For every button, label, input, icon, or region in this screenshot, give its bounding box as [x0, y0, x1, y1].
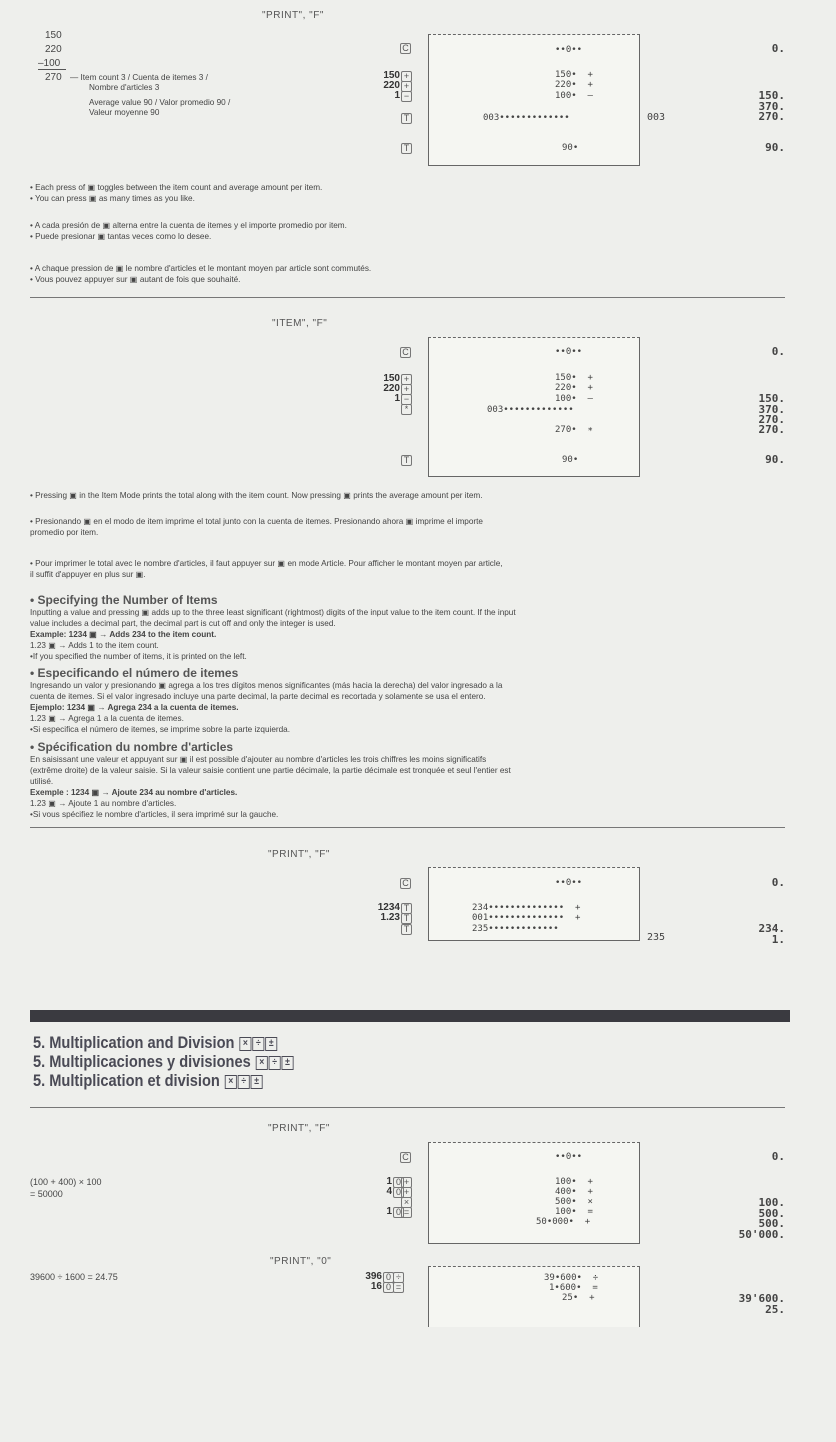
average-label: Average value 90 / Valor promedio 90 /	[89, 98, 231, 107]
tape-line: 50•000• +	[536, 1217, 591, 1227]
note: • Presionando ▣ en el modo de item imprime el total junto con la cuenta de itemes. Presionando ahora ▣ imprime el importe	[30, 517, 483, 526]
display-value: 270.	[758, 423, 785, 436]
mode-label: "PRINT", "F"	[268, 849, 330, 860]
minus-key-icon: −	[401, 394, 412, 405]
divide-key-icon: ÷	[238, 1075, 250, 1089]
note: • A cada presión de ▣ alterna entre la cuenta de itemes y el importe promedio por item.	[30, 221, 347, 230]
display-value: 150. 370. 270.	[758, 392, 785, 426]
tape-line: 003•••••••••••••	[487, 405, 574, 415]
minus-key-icon: −	[401, 91, 412, 102]
divider	[30, 1107, 785, 1108]
zero-key-icon: 0	[393, 1207, 404, 1218]
multiply-key-icon: ×	[225, 1075, 237, 1089]
item-key-icon: T	[401, 143, 412, 154]
display-value: 150. 370. 270.	[758, 89, 785, 123]
tape-line: 1•600• =	[549, 1283, 598, 1293]
paper-tape	[428, 1142, 640, 1244]
operand: 220	[45, 44, 62, 55]
chapter-title: 5. Multiplication and Division × ÷ ±	[33, 1033, 277, 1052]
note: • Puede presionar ▣ tantas veces como lo desee.	[30, 232, 212, 241]
multiply-key-icon: ×	[401, 1197, 412, 1208]
multiply-key-icon: ×	[256, 1056, 268, 1070]
tape-line: 39•600• ÷	[544, 1273, 599, 1283]
clear-key-icon: C	[400, 1152, 411, 1163]
display-value: 0.	[771, 1150, 785, 1163]
tape-line: ••0••	[555, 878, 583, 888]
tape-line: 001•••••••••••••• +	[472, 913, 581, 923]
paragraph: En saisissant une valeur et appuyant sur ▣ il est possible d'ajouter au nombre d'articles les trois chiffres les moins significatifs (extrême droite) de la valeur saisie. Si la valeur saisie contient une partie décimale, la partie décimale est tronquée et seul l'entier est utilisé. Exemple : 1234 ▣ → Ajoute 234 au nombre d'articles. 1.23 ▣ → Ajoute 1 au nombre d'articles. •Si vous spécifiez le nombre d'articles, il sera imprimé sur la gauche.	[30, 755, 511, 819]
operand: 150	[45, 30, 62, 41]
divider	[30, 827, 785, 828]
expression: (100 + 400) × 100	[30, 1177, 102, 1187]
tape-side-count: 235	[647, 932, 666, 943]
item-key-icon: T	[401, 903, 412, 914]
section-band	[30, 1010, 790, 1022]
clear-key-icon: C	[400, 347, 411, 358]
item-count-label: — Item count 3 / Cuenta de itemes 3 /	[70, 73, 208, 82]
display-value: 90.	[765, 453, 785, 466]
display-value: 39'600. 25.	[738, 1292, 785, 1316]
note: il suffit d'appuyer en plus sur ▣.	[30, 570, 146, 579]
plus-key-icon: +	[401, 81, 412, 92]
result: 270	[45, 72, 62, 83]
key-entries: 396 16	[365, 1271, 382, 1292]
tape-line: ••0••	[555, 347, 583, 357]
plus-key-icon: +	[401, 374, 412, 385]
zero-key-icon: 0	[383, 1282, 394, 1293]
item-key-icon: T	[401, 913, 412, 924]
tape-line: 003•••••••••••••	[483, 113, 570, 123]
tape-line: ••0••	[555, 45, 583, 55]
clear-key-icon: C	[400, 43, 411, 54]
divide-key-icon: ÷	[269, 1056, 281, 1070]
plus-minus-key-icon: ±	[251, 1075, 263, 1089]
mode-label: "ITEM", "F"	[272, 318, 328, 329]
display-value: 0.	[771, 42, 785, 55]
tape-line: 220• +	[555, 383, 593, 393]
paragraph: Inputting a value and pressing ▣ adds up to the three least significant (rightmost) digits of the input value to the item count. If the input value includes a decimal part, the decimal part is cut off and only the integer is used. Example: 1234 ▣ → Adds 234 to the item count. 1.23 ▣ → Adds 1 to the item count. •If you specified the number of items, it is printed on the left.	[30, 608, 516, 661]
note: • Pressing ▣ in the Item Mode prints the total along with the item count. Now pressing ▣ prints the average amount per item.	[30, 491, 483, 500]
plus-key-icon: +	[401, 384, 412, 395]
chapter-title: 5. Multiplicaciones y divisiones × ÷ ±	[33, 1052, 294, 1071]
operand: –100	[38, 58, 66, 70]
note: • Pour imprimer le total avec le nombre d'articles, il faut appuyer sur ▣ en mode Article. Pour afficher le montant moyen par article,	[30, 559, 503, 568]
expression: 39600 ÷ 1600 = 24.75	[30, 1272, 118, 1282]
tape-line: 220• +	[555, 80, 593, 90]
zero-key-icon: 0	[383, 1272, 394, 1283]
note: • A chaque pression de ▣ le nombre d'articles et le montant moyen par article sont commutés.	[30, 264, 372, 273]
equals-key-icon: =	[401, 1207, 412, 1218]
plus-key-icon: +	[401, 71, 412, 82]
paper-tape	[428, 1266, 640, 1327]
tape-line: 270• ∗	[555, 425, 593, 435]
section-heading: • Especificando el número de itemes	[30, 666, 239, 680]
display-value: 234. 1.	[758, 922, 785, 946]
note: • Vous pouvez appuyer sur ▣ autant de fois que souhaité.	[30, 275, 241, 284]
tape-side-count: 003	[647, 112, 666, 123]
tape-line: 25• +	[562, 1293, 595, 1303]
tape-line: 400• +	[555, 1187, 593, 1197]
tape-line: 234•••••••••••••• +	[472, 903, 581, 913]
tape-line: ••0••	[555, 1152, 583, 1162]
tape-line: 100• –	[555, 91, 593, 101]
section-heading: • Spécification du nombre d'articles	[30, 740, 234, 754]
total-key-icon: *	[401, 404, 412, 415]
item-key-icon: T	[401, 455, 412, 466]
key-entries: 150 220 1	[383, 70, 400, 101]
plus-key-icon: +	[401, 1187, 412, 1198]
key-entries: 1234 1.23	[377, 902, 400, 923]
zero-key-icon: 0	[393, 1177, 404, 1188]
paper-tape	[428, 34, 640, 166]
display-value: 100. 500. 500. 50'000.	[738, 1196, 785, 1241]
tape-line: 100• +	[555, 1177, 593, 1187]
display-value: 0.	[771, 345, 785, 358]
equals-key-icon: =	[393, 1282, 404, 1293]
note: promedio por item.	[30, 528, 99, 537]
mode-label: "PRINT", "F"	[262, 10, 324, 21]
key-entries: 1 4 1	[386, 1176, 392, 1217]
item-key-icon: T	[401, 924, 412, 935]
expression-result: = 50000	[30, 1189, 63, 1199]
tape-line: 90•	[562, 143, 579, 153]
tape-line: 500• ×	[555, 1197, 593, 1207]
tape-line: 235•••••••••••••	[472, 924, 559, 934]
tape-line: 90•	[562, 455, 579, 465]
plus-key-icon: +	[401, 1177, 412, 1188]
item-count-label: Nombre d'articles 3	[89, 83, 160, 92]
key-entries: 150 220 1	[383, 373, 400, 404]
tape-line: 150• +	[555, 70, 593, 80]
mode-label: "PRINT", "F"	[268, 1123, 330, 1134]
divide-key-icon: ÷	[252, 1037, 264, 1051]
average-label: Valeur moyenne 90	[89, 108, 160, 117]
chapter-title: 5. Multiplication et division × ÷ ±	[33, 1071, 263, 1090]
multiply-key-icon: ×	[239, 1037, 251, 1051]
clear-key-icon: C	[400, 878, 411, 889]
section-heading: • Specifying the Number of Items	[30, 593, 218, 607]
note: • You can press ▣ as many times as you like.	[30, 194, 195, 203]
display-value: 90.	[765, 141, 785, 154]
mode-label: "PRINT", "0"	[270, 1256, 332, 1267]
tape-line: 150• +	[555, 373, 593, 383]
zero-key-icon: 0	[393, 1187, 404, 1198]
divide-key-icon: ÷	[393, 1272, 404, 1283]
item-key-icon: T	[401, 113, 412, 124]
plus-minus-key-icon: ±	[265, 1037, 277, 1051]
note: • Each press of ▣ toggles between the item count and average amount per item.	[30, 183, 323, 192]
tape-line: 100• –	[555, 394, 593, 404]
tape-line: 100• =	[555, 1207, 593, 1217]
divider	[30, 297, 785, 298]
display-value: 0.	[771, 876, 785, 889]
paragraph: Ingresando un valor y presionando ▣ agrega a los tres dígitos menos significantes (más hacia la derecha) del valor ingresado a la cuenta de itemes. Si el valor ingresado incluye una parte decimal, la parte decimal es recortada y solamente se usa el entero. Ejemplo: 1234 ▣ → Agrega 234 a la cuenta de itemes. 1.23 ▣ → Agrega 1 a la cuenta de itemes. •Si especifica el número de itemes, se imprime sobre la parte izquierda.	[30, 681, 503, 734]
plus-minus-key-icon: ±	[281, 1056, 293, 1070]
